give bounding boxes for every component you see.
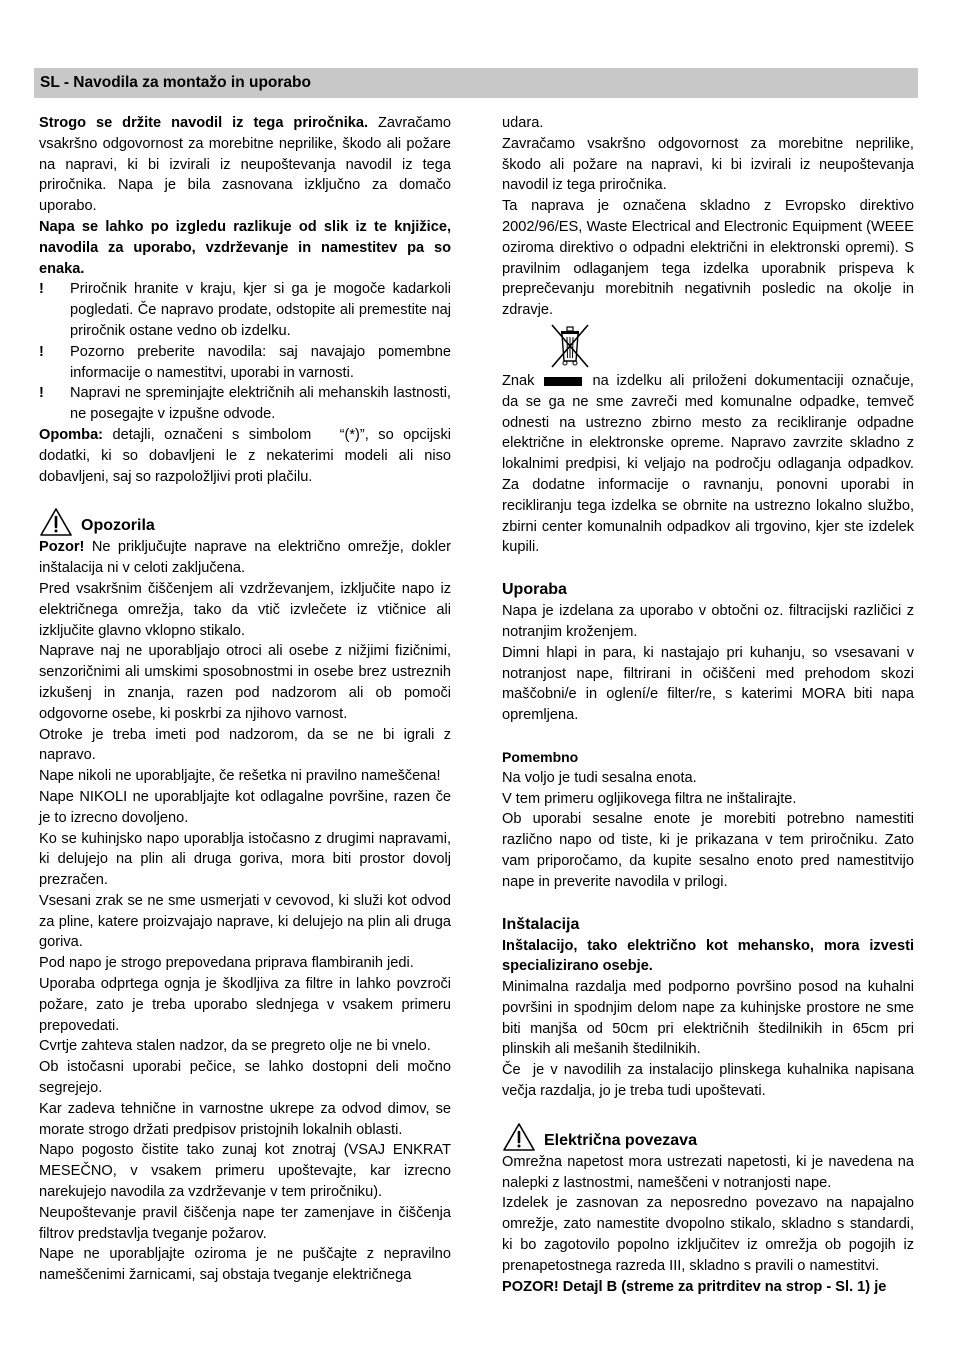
znak-label: Znak: [502, 372, 535, 389]
bullet-item: [39, 342, 451, 384]
pozor-text: Ne priključujte naprave na električno omrežje, dokler inštalacija ni v celoti zaključena.: [39, 539, 451, 577]
warning-triangle-icon: [502, 1122, 536, 1152]
bullet-text: Pozorno preberite navodila: saj navajajo pomembne informacije o namestitvi, uporabi in varnosti.: [70, 343, 451, 381]
warnings-heading: [39, 501, 451, 537]
warning-paragraph: Ob istočasni uporabi pečice, se lahko dostopni deli močno segrejejo.: [39, 1059, 451, 1097]
warning-triangle-icon: [39, 507, 73, 537]
weee-symbol: [502, 321, 914, 371]
exclamation-mark: !: [39, 343, 44, 360]
intro-paragraph: [39, 113, 451, 217]
exclamation-mark: !: [39, 281, 44, 298]
electrical-title: Električna povezava: [544, 1131, 697, 1149]
instal-bold: Inštalacijo, tako električno kot mehansko, mora izvesti specializirano osebje.: [502, 937, 914, 975]
note-label: Opomba:: [39, 426, 104, 443]
warning-paragraph: Uporaba odprtega ognja je škodljiva za filtre in lahko povzroči požare, zato je treba uporabo slednjega v vsakem primeru prepovedati.: [39, 976, 451, 1034]
warning-paragraph: Nape nikoli ne uporabljajte, če rešetka ni pravilno nameščena!: [39, 768, 441, 785]
warnings-title: Opozorila: [81, 517, 155, 535]
warning-paragraph: Otroke je treba imeti pod nadzorom, da se ne bi igrali z napravo.: [39, 726, 451, 764]
znak-text: na izdelku ali priloženi dokumentaciji označuje, da se ga ne sme zavreči med komunalne odpadke, temveč odnesti na ustrezno zbirno mesto za recikliranje odpadne električne in elektronske opreme. Napravo zavrzite skladno z lokalnimi predpisi, ki veljajo na področju odlaganja odpadkov. Za dodatne informacije o ravnanju, ponovni uporabi in recikliranju tega izdelka se obrnite na ustrezno lokalno službo, zbirni center komunalnih odpadkov ali trgovino, kjer ste izdelek kupili.: [502, 372, 914, 556]
warning-paragraph: Kar zadeva tehnične in varnostne ukrepe za odvod dimov, se morate strogo držati predpisov pristojnih lokalnih oblasti.: [39, 1100, 451, 1138]
pomembno-paragraph: Na voljo je tudi sesalna enota.: [502, 769, 697, 786]
uporaba-paragraph: Dimni hlapi in para, ki nastajajo pri kuhanju, so vsesavani v notranjost nape, filtrirani in očiščeni med prehodom skozi maščobni/e in oglení/e filter/re, s katerimi MORA biti napa opremljena.: [502, 644, 914, 724]
spacer: [502, 558, 914, 579]
pomembno-paragraph: Ob uporabi sesalne enote je morebiti potrebno namestiti različno napo od tiste, ki je prikazana v tem priročniku. Zato vam priporočamo, da kupite sesalno enoto pred namestitvijo nape in preverite navodila v prilogi.: [502, 811, 914, 890]
warning-paragraph: Napo pogosto čistite tako zunaj kot znotraj (VSAJ ENKRAT MESEČNO, v vsakem primeru upoštevajte, kar izrecno narekujejo navodila za vzdrževanje v tem priročniku).: [39, 1142, 451, 1201]
liability-paragraph: Zavračamo vsakršno odgovornost za morebitne neprilike, škodo ali požare na napravi, ki bi izvirali iz neupoštevanja navodil iz tega priročnika.: [502, 135, 914, 194]
znak-paragraph: [502, 371, 914, 558]
weee-paragraph: Ta naprava je označena skladno z Evropsko direktivo 2002/96/ES, Waste Electrical and Electronic Equipment (WEEE oziroma direktivo o odpadni električni in elektronski opremi). S pravilnim odlaganjem tega izdelka uporabnik prispeva k preprečevanju morebitnih negativnih posledic na okolje in zdravje.: [502, 198, 914, 319]
differ-notice: Napa se lahko po izgledu razlikuje od slik iz te knjižice, navodila za uporabo, vzdrževanje in namestitev pa so enaka.: [39, 218, 451, 277]
uporaba-paragraph: Napa je izdelana za uporabo v obtočni oz. filtracijski različici z notranjim kroženjem.: [502, 603, 914, 640]
right-column: [502, 113, 914, 1297]
warning-paragraph: Naprave naj ne uporabljajo otroci ali osebe z nižjimi fizičnimi, senzoričnimi ali umskimi sposobnostmi in osebe brez ustreznih izkušenj in znanja, razen pod nadzorom ali ob pomoči odgovorne osebe, ki poskrbi za njihovo varnost.: [39, 643, 451, 722]
warning-paragraph: Nape ne uporabljajte oziroma je ne puščajte z nepravilno nameščenimi žarnicami, saj obstaja tveganje električnega: [39, 1246, 451, 1284]
warning-paragraph: Neupoštevanje pravil čiščenja nape ter zamenjave in čiščenja filtrov predstavlja tveganje požarov.: [39, 1204, 451, 1242]
pomembno-title: Pomembno: [502, 748, 579, 765]
electrical-bold: POZOR! Detajl B (streme za pritrditev na strop - Sl. 1) je: [502, 1278, 887, 1295]
uporaba-title: Uporaba: [502, 581, 567, 599]
bullet-text: Napravi ne spreminjajte električnih ali mehanskih lastnosti, ne posegajte v izpušne odvode.: [70, 385, 451, 423]
warning-paragraph: Pred vsakršnim čiščenjem ali vzdrževanjem, izključite napo iz električnega omrežja, tako da vtič izvlečete iz vtičnice ali izključite glavno vklopno stikalo.: [39, 580, 451, 639]
spacer: [502, 893, 914, 914]
continued-text: udara.: [502, 115, 544, 131]
spacer: [502, 726, 914, 747]
note-paragraph: [39, 425, 451, 487]
warning-paragraph: Cvrtje zahteva stalen nadzor, da se pregreto olje ne bi vnelo.: [39, 1038, 431, 1055]
warning-paragraph: Vsesani zrak se ne sme usmerjati v cevovod, ki služi kot odvod za pline, katere proizvajajo naprave, ki delujejo na plin ali druga goriva.: [39, 892, 451, 951]
left-column: [39, 113, 451, 1286]
instal-paragraph: Minimalna razdalja med podporno površino posod na kuhalni površini in spodnjim delom nape za kuhinjske prostore ne sme biti manjša od 50cm pri električnih štedilnikih in 65cm pri plinskih ali mešanih štedilnikih.: [502, 979, 914, 1058]
note-text: detajli, označeni s simbolom “(*)”, so opcijski dodatki, ki so dobavljeni le z nekaterimi modeli ali niso dobavljeni, saj so razpoložljivi proti plačilu.: [39, 426, 451, 485]
black-bar-symbol: [544, 377, 582, 386]
bullet-item: [39, 279, 451, 341]
electrical-heading: [502, 1116, 914, 1152]
exclamation-mark: !: [39, 385, 44, 402]
pozor-paragraph: [39, 537, 451, 579]
electrical-paragraph: Izdelek je zasnovan za neposredno povezavo na napajalno omrežje, zato namestite dvopolno stikalo, skladno s standardi, ki bo zagotovilo popolno izključitev iz omrežja ob pogojih iz prenapetostnega razreda III, skladno s pravili o namestitvi.: [502, 1195, 914, 1274]
section-header: SL - Navodila za montažo in uporabo: [34, 68, 918, 98]
bullet-text: Priročnik hranite v kraju, kjer si ga je mogoče kadarkoli pogledati. Če napravo prodate, odstopite ali premestite naj priročnik ostane vedno ob izdelku.: [70, 281, 451, 339]
pozor-label: Pozor!: [39, 539, 85, 556]
intro-text: Zavračamo vsakršno odgovornost za morebitne neprilike, škodo ali požare na napravi, ki bi izvirali iz neupoštevanja navodil iz tega priročnika. Napa je bila zasnovana izključno za domačo uporabo.: [39, 115, 452, 215]
bullet-item: [39, 383, 451, 425]
electrical-paragraph: Omrežna napetost mora ustrezati napetosti, ki je navedena na nalepki z lastnostmi, nameščeni v notranjosti nape.: [502, 1153, 914, 1191]
instal-title: Inštalacija: [502, 915, 580, 933]
warning-paragraph: Pod napo je strogo prepovedana priprava flambiranih jedi.: [39, 955, 414, 972]
warning-paragraph: Nape NIKOLI ne uporabljajte kot odlagalne površine, razen če je to izrecno dovoljeno.: [39, 788, 451, 826]
intro-bold: Strogo se držite navodil iz tega priročnika.: [39, 115, 369, 131]
warning-paragraph: Ko se kuhinjsko napo uporablja istočasno z drugimi napravami, ki delujejo na plin ali druga goriva, mora biti prostor dovolj prezračen.: [39, 830, 451, 889]
crossed-bin-icon: [547, 321, 593, 369]
pomembno-paragraph: V tem primeru ogljikovega filtra ne inštalirajte.: [502, 790, 797, 807]
instal-paragraph: Če je v navodilih za instalacijo plinskega kuhalnika napisana večja razdalja, jo je treba tudi upoštevati.: [502, 1062, 914, 1100]
